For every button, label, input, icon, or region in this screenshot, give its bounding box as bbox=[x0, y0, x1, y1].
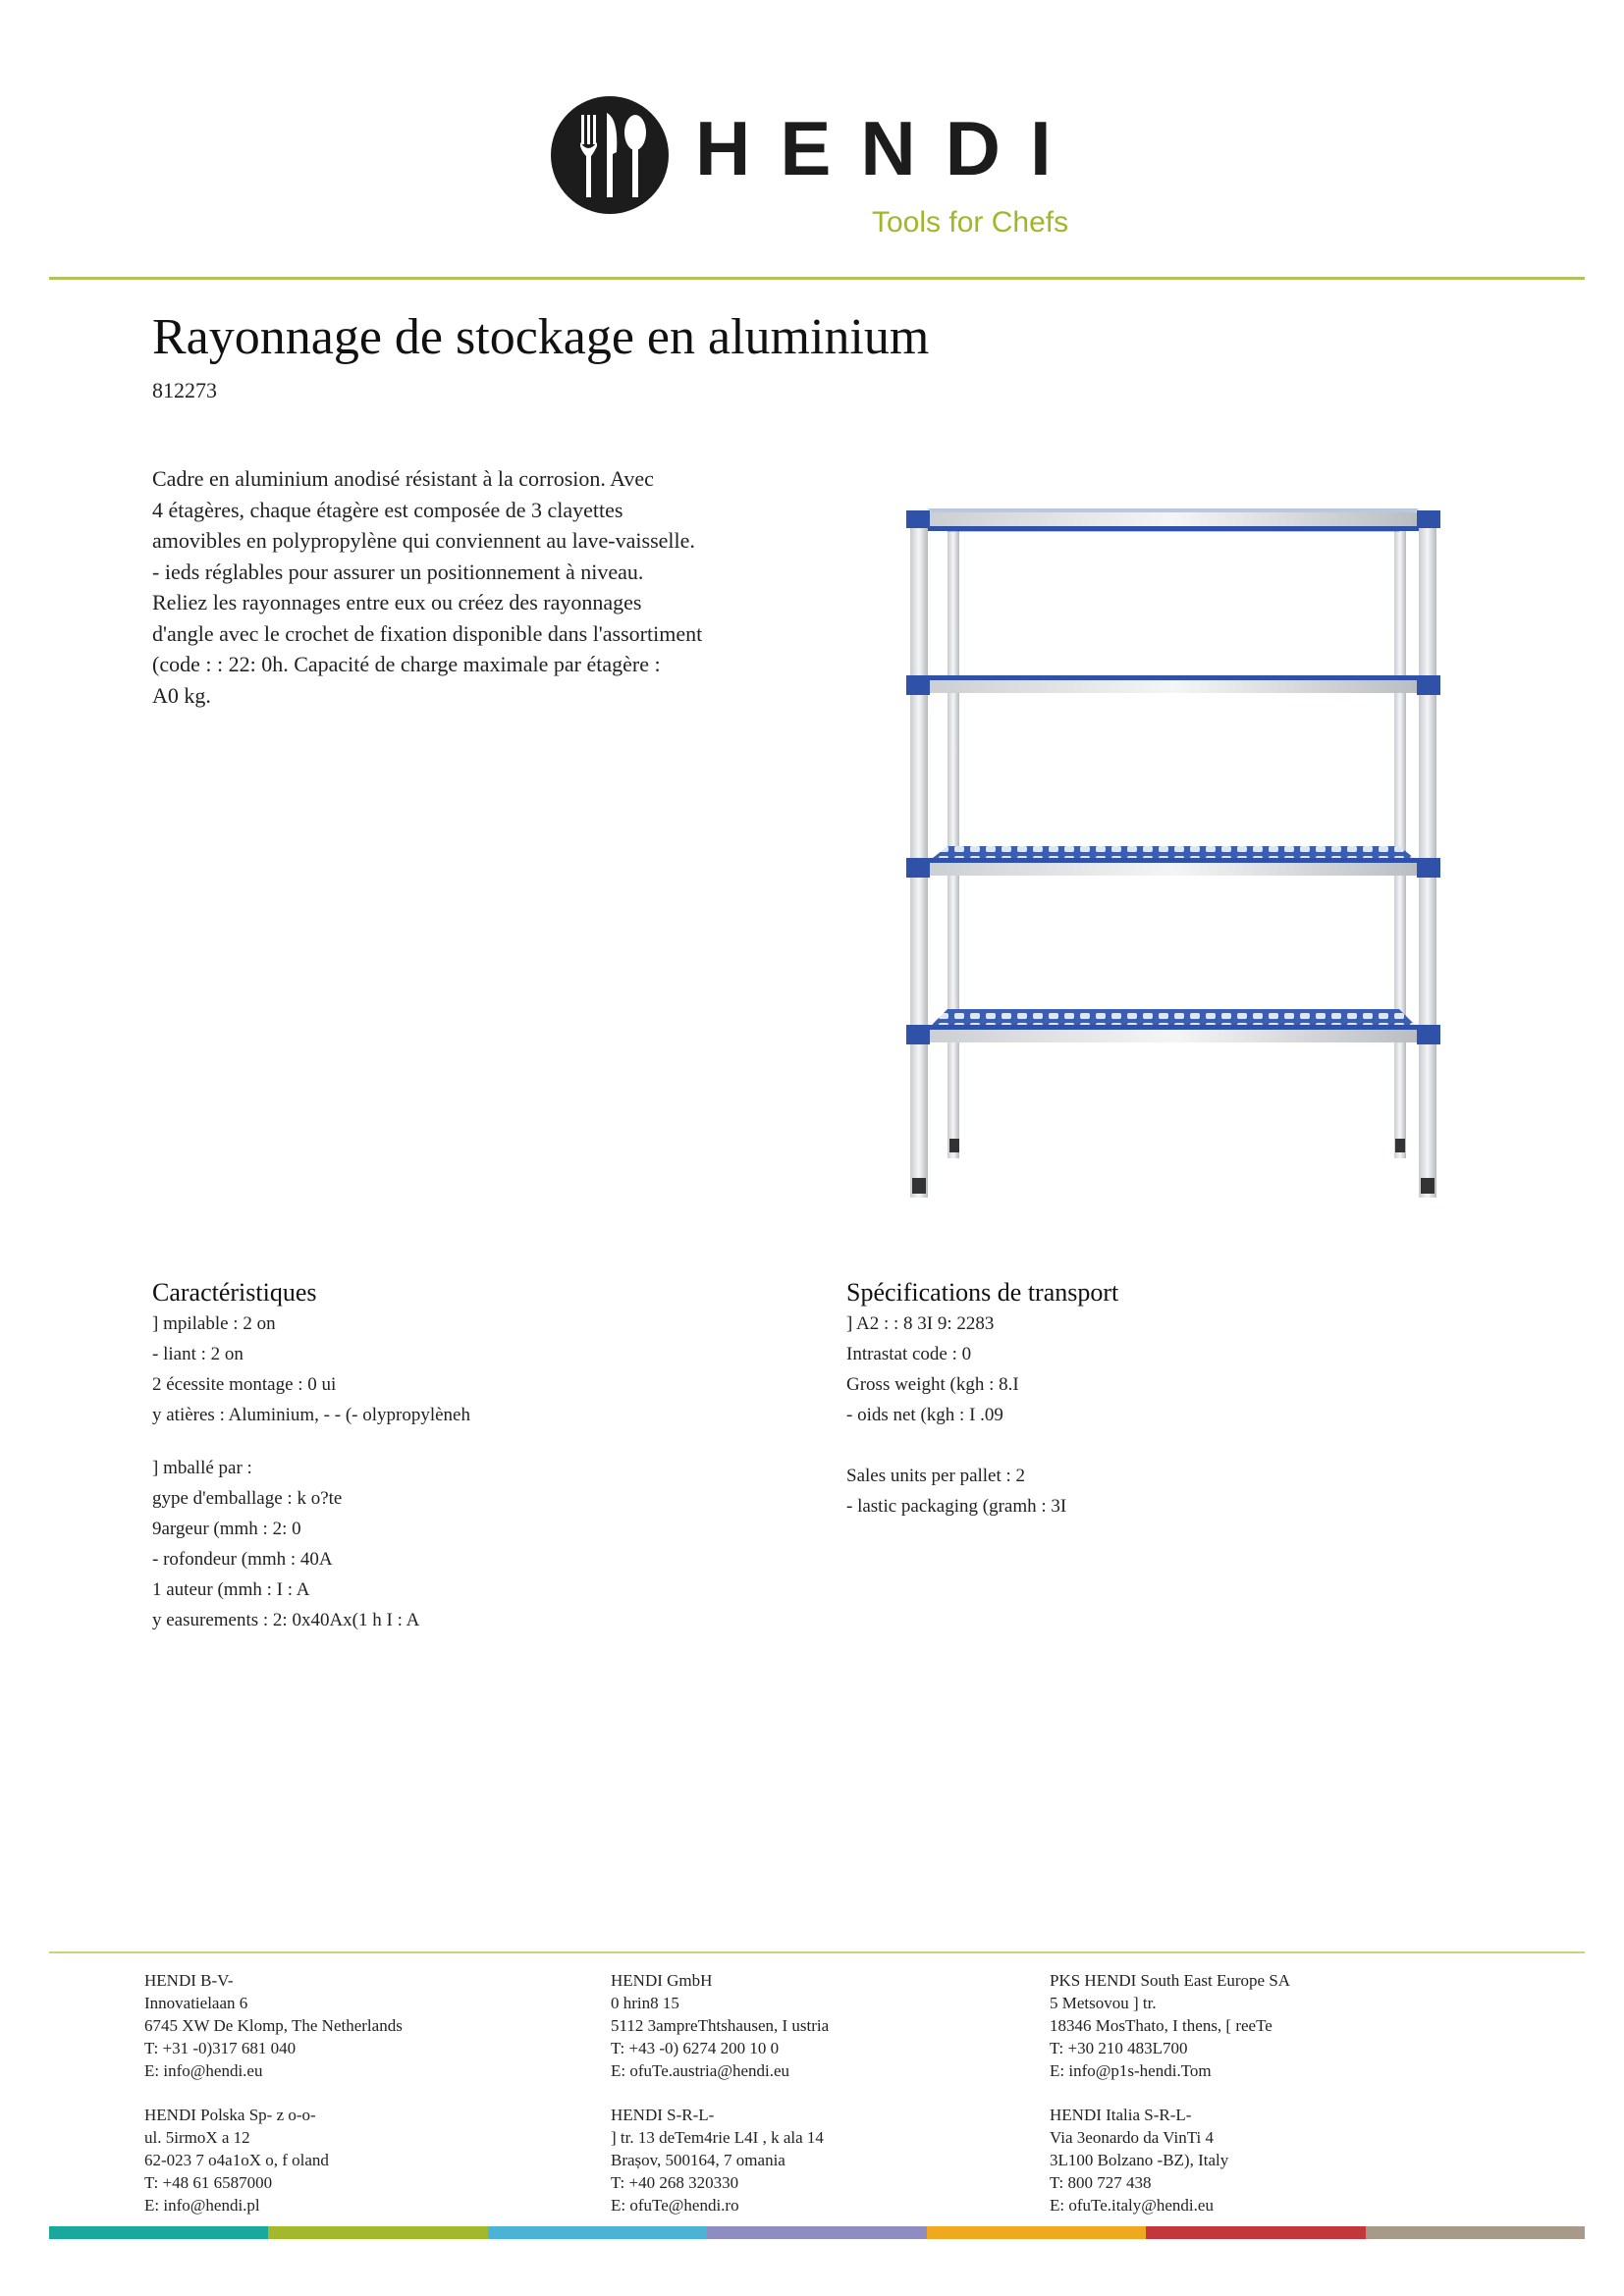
characteristic-line: ] mpilable : 2 on bbox=[152, 1313, 276, 1334]
office-name: HENDI B-V- bbox=[144, 1971, 234, 1990]
office-phone: T: +48 61 6587000 bbox=[144, 2173, 273, 2192]
description-line: Cadre en aluminium anodisé résistant à la corrosion. Avec bbox=[152, 466, 654, 491]
transport-line: ] A2 : : 8 3I 9: 2283 bbox=[846, 1313, 995, 1334]
packaging-line: gype d'emballage : k o?te bbox=[152, 1488, 343, 1509]
transport-line: - lastic packaging (gramh : 3I bbox=[846, 1496, 1067, 1517]
packaging-line: 1 auteur (mmh : I : A bbox=[152, 1579, 310, 1600]
office-phone: T: +31 -0)317 681 040 bbox=[144, 2039, 297, 2057]
product-title: Rayonnage de stockage en aluminium bbox=[152, 309, 930, 365]
office-line: Via 3eonardo da VinTi 4 bbox=[1050, 2128, 1215, 2147]
description-line: amovibles en polypropylène qui conviennent au lave-vaisselle. bbox=[152, 528, 695, 553]
office-line: 62-023 7 o4a1oX o, f oland bbox=[144, 2151, 329, 2169]
footer-column-1 bbox=[144, 1969, 403, 2216]
office-name: PKS HENDI South East Europe SA bbox=[1050, 1971, 1291, 1990]
footer-column-2 bbox=[611, 1969, 829, 2216]
packaging-line: y easurements : 2: 0x40Ax(1 h I : A bbox=[152, 1610, 420, 1630]
footer-divider bbox=[49, 1951, 1585, 1953]
office-line: 3L100 Bolzano -BZ), Italy bbox=[1050, 2151, 1229, 2169]
packaging-line: 9argeur (mmh : 2: 0 bbox=[152, 1519, 301, 1539]
office-line: Brașov, 500164, 7 omania bbox=[611, 2151, 785, 2169]
office-phone: T: +30 210 483L700 bbox=[1050, 2039, 1188, 2057]
office-line: 5112 3ampreThtshausen, I ustria bbox=[611, 2016, 830, 2035]
office-name: HENDI GmbH bbox=[611, 1971, 713, 1990]
office-line: ] tr. 13 deTem4rie L4I , k ala 14 bbox=[611, 2128, 824, 2147]
office-name: HENDI Italia S-R-L- bbox=[1050, 2106, 1192, 2124]
transport-heading: Spécifications de transport bbox=[846, 1278, 1119, 1307]
characteristic-line: - liant : 2 on bbox=[152, 1344, 244, 1364]
office-email: E: info@hendi.eu bbox=[144, 2061, 263, 2080]
description-line: - ieds réglables pour assurer un positionnement à niveau. bbox=[152, 559, 644, 584]
description-line: d'angle avec le crochet de fixation disponible dans l'assortiment bbox=[152, 620, 703, 646]
office-phone: T: +43 -0) 6274 200 10 0 bbox=[611, 2039, 780, 2057]
office-name: HENDI Polska Sp- z o-o- bbox=[144, 2106, 316, 2124]
packaging-line: ] mballé par : bbox=[152, 1458, 252, 1478]
characteristic-line: 2 écessite montage : 0 ui bbox=[152, 1374, 337, 1395]
office-phone: T: +40 268 320330 bbox=[611, 2173, 739, 2192]
office-email: E: info@p1s-hendi.Tom bbox=[1050, 2061, 1212, 2080]
aluminium-shelving-unit-icon bbox=[889, 491, 1448, 1222]
description-line: (code : : 22: 0h. Capacité de charge maximale par étagère : bbox=[152, 652, 661, 676]
color-segment bbox=[1146, 2226, 1365, 2239]
footer-color-bar bbox=[49, 2226, 1585, 2239]
product-description bbox=[152, 463, 800, 711]
office-email: E: ofuTe@hendi.ro bbox=[611, 2196, 739, 2215]
brand-tagline: Tools for Chefs bbox=[872, 206, 1069, 239]
office-phone: T: 800 727 438 bbox=[1050, 2173, 1152, 2192]
characteristics-heading: Caractéristiques bbox=[152, 1278, 317, 1307]
brand-name: HENDI bbox=[695, 105, 1081, 191]
office-line: 6745 XW De Klomp, The Netherlands bbox=[144, 2016, 403, 2035]
transport-line: Intrastat code : 0 bbox=[846, 1344, 972, 1364]
color-segment bbox=[488, 2226, 707, 2239]
office-email: E: ofuTe.austria@hendi.eu bbox=[611, 2061, 790, 2080]
color-segment bbox=[49, 2226, 268, 2239]
product-code: 812273 bbox=[152, 378, 217, 402]
office-email: E: info@hendi.pl bbox=[144, 2196, 260, 2215]
transport-line: - oids net (kgh : I .09 bbox=[846, 1405, 1003, 1425]
description-line: A0 kg. bbox=[152, 682, 211, 708]
office-email: E: ofuTe.italy@hendi.eu bbox=[1050, 2196, 1214, 2215]
office-name: HENDI S-R-L- bbox=[611, 2106, 715, 2124]
footer-column-3 bbox=[1050, 1969, 1290, 2216]
description-line: 4 étagères, chaque étagère est composée de 3 clayettes bbox=[152, 497, 623, 522]
color-segment bbox=[707, 2226, 926, 2239]
color-segment bbox=[268, 2226, 487, 2239]
transport-line: Gross weight (kgh : 8.I bbox=[846, 1374, 1019, 1395]
packaging-line: - rofondeur (mmh : 40A bbox=[152, 1549, 333, 1570]
office-line: Innovatielaan 6 bbox=[144, 1994, 248, 2012]
office-line: 0 hrin8 15 bbox=[611, 1994, 679, 2012]
header-divider bbox=[49, 277, 1585, 280]
office-line: 18346 MosThato, I thens, [ reeTe bbox=[1050, 2016, 1272, 2035]
characteristic-line: y atières : Aluminium, - - (- olypropylèneh bbox=[152, 1405, 470, 1425]
hendi-logo-icon bbox=[550, 95, 670, 215]
office-line: 5 Metsovou ] tr. bbox=[1050, 1994, 1157, 2012]
transport-line: Sales units per pallet : 2 bbox=[846, 1466, 1026, 1486]
office-line: ul. 5irmoX a 12 bbox=[144, 2128, 250, 2147]
color-segment bbox=[1366, 2226, 1585, 2239]
color-segment bbox=[927, 2226, 1146, 2239]
description-line: Reliez les rayonnages entre eux ou créez des rayonnages bbox=[152, 590, 642, 614]
